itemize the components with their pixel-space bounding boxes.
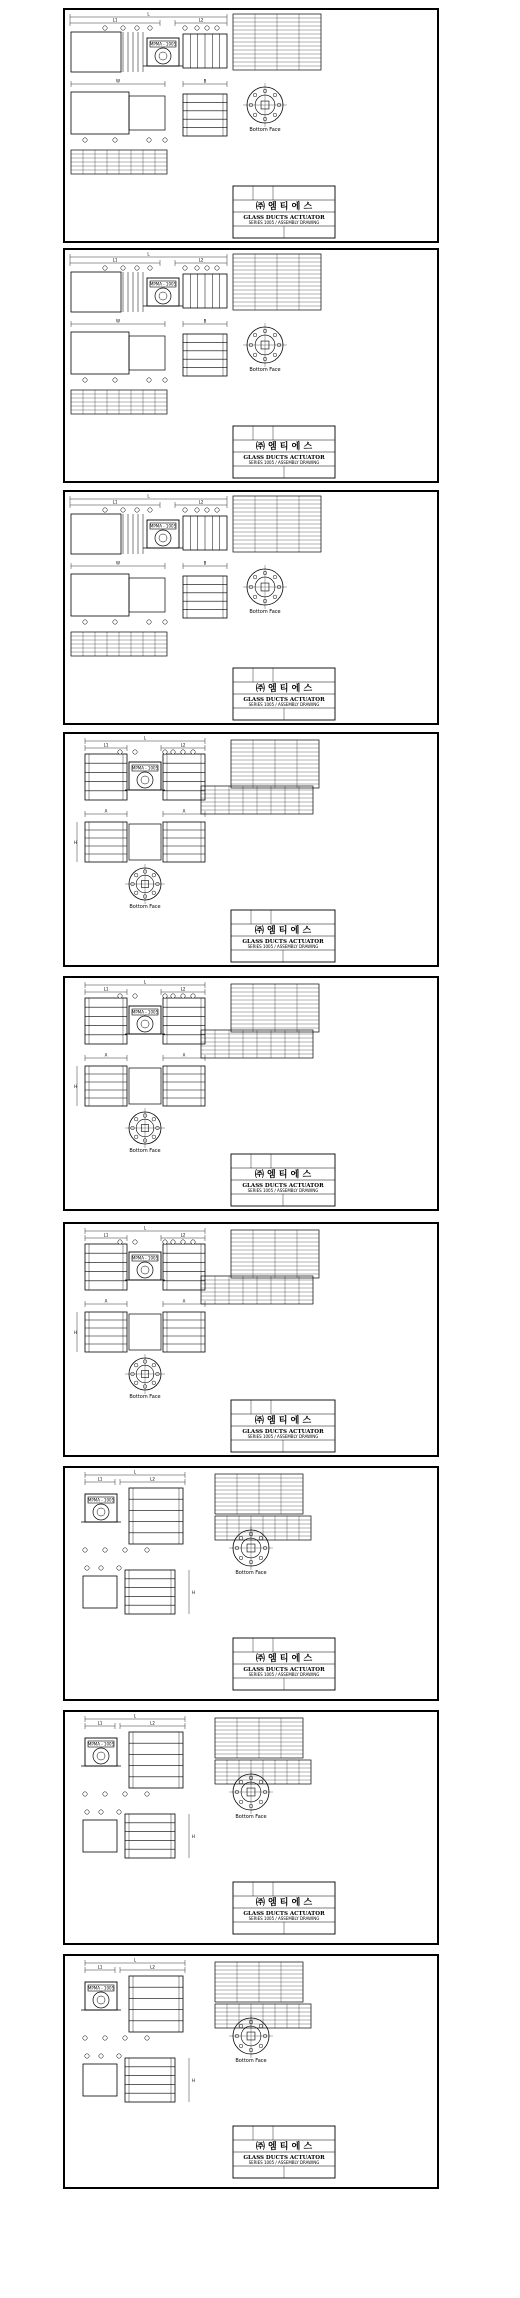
model-label: MPMA - 1005: [87, 1497, 115, 1503]
callout-balloon: [148, 508, 152, 512]
title-block: [233, 1882, 335, 1934]
callout-balloon: [83, 1548, 87, 1552]
callout-balloon: [191, 994, 195, 998]
callout-balloon: [103, 26, 107, 30]
callout-balloon: [121, 266, 125, 270]
sheet-7: [63, 1466, 439, 1701]
dimension-label: L1: [112, 17, 118, 23]
callout-balloon: [135, 266, 139, 270]
drawing-title: GLASS DUCTS ACTUATOR: [243, 455, 325, 461]
company-logo: ㈜ 엠 티 에 스: [255, 684, 313, 694]
sheet-6: [63, 1222, 439, 1457]
drawing-svg: [65, 1712, 437, 1943]
drawing-svg: [65, 492, 437, 723]
bottom-face-label: Bottom Face: [249, 367, 281, 373]
drawing-svg: [65, 1468, 437, 1699]
callout-balloon: [85, 2054, 89, 2058]
dimension-label: L: [147, 11, 150, 17]
company-logo: ㈜ 엠 티 에 스: [255, 1654, 313, 1664]
callout-balloon: [171, 1240, 175, 1244]
callout-balloon: [121, 508, 125, 512]
sheet-8: [63, 1710, 439, 1945]
callout-balloon: [183, 266, 187, 270]
dimension-label: L2: [180, 742, 186, 748]
sheet-1: [63, 8, 439, 243]
model-label: MPMA - 1005: [131, 1009, 159, 1015]
dimension-label: L2: [150, 1964, 155, 1970]
title-block: [231, 910, 335, 962]
drawing-svg: [65, 1956, 437, 2187]
callout-balloon: [195, 508, 199, 512]
dimension-label: L2: [180, 986, 186, 992]
drawing-title: GLASS DUCTS ACTUATOR: [243, 697, 325, 703]
callout-balloon: [205, 266, 209, 270]
callout-balloon: [181, 750, 185, 754]
drawing-svg: [65, 978, 437, 1209]
callout-balloon: [103, 2036, 107, 2040]
callout-balloon: [135, 508, 139, 512]
dimension-label: H: [192, 2078, 196, 2083]
callout-balloon: [133, 1240, 137, 1244]
callout-balloon: [181, 1240, 185, 1244]
title-block: [233, 1638, 335, 1690]
callout-balloon: [99, 1566, 103, 1570]
dimension-table: [215, 2004, 311, 2028]
callout-balloon: [83, 1792, 87, 1796]
callout-balloon: [148, 26, 152, 30]
dimension-label: B: [203, 560, 207, 566]
callout-balloon: [117, 1810, 121, 1814]
bottom-face-label: Bottom Face: [235, 1570, 267, 1576]
callout-balloon: [145, 1548, 149, 1552]
sheet-5: [63, 976, 439, 1211]
callout-balloon: [117, 2054, 121, 2058]
title-block: [233, 2126, 335, 2178]
dimension-label: A: [182, 1298, 186, 1304]
dimension-label: A: [104, 1052, 108, 1058]
callout-balloon: [121, 26, 125, 30]
bottom-face-label: Bottom Face: [249, 609, 281, 615]
drawing-title: GLASS DUCTS ACTUATOR: [243, 2155, 325, 2161]
dimension-label: B: [203, 318, 207, 324]
company-logo: ㈜ 엠 티 에 스: [255, 202, 313, 212]
company-logo: ㈜ 엠 티 에 스: [255, 1898, 313, 1908]
drawing-svg: [65, 250, 437, 481]
callout-balloon: [83, 620, 87, 624]
parts-list-table: [231, 740, 319, 788]
dimension-label: A: [104, 808, 108, 814]
callout-balloon: [181, 994, 185, 998]
dimension-label: L: [147, 493, 150, 499]
dimension-label: L2: [198, 17, 204, 23]
sheet-2: [63, 248, 439, 483]
dimension-table: [71, 150, 167, 174]
dimension-label: H: [192, 1834, 196, 1839]
callout-balloon: [215, 508, 219, 512]
dimension-label: L: [143, 1225, 147, 1231]
model-label: MPMA - 1005: [149, 41, 177, 47]
parts-list-table: [233, 496, 321, 552]
drawing-subtitle: SERIES 1005 / ASSEMBLY DRAWING: [248, 1672, 320, 1677]
dimension-table: [201, 1276, 313, 1304]
drawing-subtitle: SERIES 1005 / ASSEMBLY DRAWING: [248, 702, 320, 707]
dimension-table: [215, 1516, 311, 1540]
parts-list-table: [231, 1230, 319, 1278]
parts-list-table: [215, 1718, 303, 1758]
callout-balloon: [215, 266, 219, 270]
callout-balloon: [148, 266, 152, 270]
drawing-subtitle: SERIES 1005 / ASSEMBLY DRAWING: [247, 944, 319, 949]
company-logo: ㈜ 엠 티 에 스: [254, 926, 312, 936]
drawing-subtitle: SERIES 1005 / ASSEMBLY DRAWING: [247, 1434, 319, 1439]
callout-balloon: [113, 620, 117, 624]
callout-balloon: [147, 138, 151, 142]
dimension-label: L: [133, 1713, 137, 1719]
callout-balloon: [103, 508, 107, 512]
model-label: MPMA - 1005: [149, 281, 177, 287]
callout-balloon: [163, 1240, 167, 1244]
bottom-face-label: Bottom Face: [235, 2058, 267, 2064]
callout-balloon: [163, 994, 167, 998]
callout-balloon: [113, 378, 117, 382]
dimension-label: L1: [103, 1232, 109, 1238]
callout-balloon: [195, 26, 199, 30]
callout-balloon: [83, 138, 87, 142]
drawing-svg: [65, 734, 437, 965]
drawing-title: GLASS DUCTS ACTUATOR: [242, 1429, 324, 1435]
dimension-table: [71, 390, 167, 414]
callout-balloon: [163, 378, 167, 382]
callout-balloon: [191, 1240, 195, 1244]
dimension-table: [71, 632, 167, 656]
dimension-label: H: [74, 1330, 78, 1335]
parts-list-table: [233, 14, 321, 70]
callout-balloon: [113, 138, 117, 142]
callout-balloon: [99, 1810, 103, 1814]
model-label: MPMA - 1005: [131, 1255, 159, 1261]
bottom-face-label: Bottom Face: [129, 1394, 161, 1400]
dimension-label: L1: [103, 742, 109, 748]
dimension-label: A: [182, 1052, 186, 1058]
parts-list-table: [231, 984, 319, 1032]
company-logo: ㈜ 엠 티 에 스: [255, 442, 313, 452]
drawing-subtitle: SERIES 1005 / ASSEMBLY DRAWING: [248, 220, 320, 225]
dimension-table: [201, 786, 313, 814]
dimension-label: L1: [97, 1964, 103, 1970]
drawing-subtitle: SERIES 1005 / ASSEMBLY DRAWING: [247, 1188, 319, 1193]
callout-balloon: [163, 138, 167, 142]
dimension-label: W: [116, 78, 120, 84]
dimension-label: A: [182, 808, 186, 814]
dimension-label: L: [147, 251, 150, 257]
dimension-label: L1: [112, 499, 118, 505]
parts-list-table: [233, 254, 321, 310]
dimension-label: L2: [150, 1476, 155, 1482]
dimension-label: L: [143, 979, 147, 985]
callout-balloon: [103, 1548, 107, 1552]
callout-balloon: [117, 1566, 121, 1570]
drawing-title: GLASS DUCTS ACTUATOR: [243, 1911, 325, 1917]
dimension-label: L1: [112, 257, 118, 263]
callout-balloon: [135, 26, 139, 30]
dimension-label: H: [192, 1590, 196, 1595]
dimension-label: B: [203, 78, 207, 84]
model-label: MPMA - 1005: [131, 765, 159, 771]
callout-balloon: [191, 750, 195, 754]
title-block: [231, 1400, 335, 1452]
dimension-label: L1: [97, 1476, 103, 1482]
drawing-subtitle: SERIES 1005 / ASSEMBLY DRAWING: [248, 2160, 320, 2165]
drawing-subtitle: SERIES 1005 / ASSEMBLY DRAWING: [248, 1916, 320, 1921]
drawing-title: GLASS DUCTS ACTUATOR: [243, 1667, 325, 1673]
callout-balloon: [103, 1792, 107, 1796]
dimension-label: W: [116, 318, 120, 324]
parts-list-table: [215, 1474, 303, 1514]
dimension-label: H: [74, 840, 78, 845]
callout-balloon: [133, 994, 137, 998]
callout-balloon: [205, 26, 209, 30]
drawing-title: GLASS DUCTS ACTUATOR: [242, 939, 324, 945]
dimension-label: L2: [198, 499, 204, 505]
callout-balloon: [145, 2036, 149, 2040]
callout-balloon: [171, 750, 175, 754]
dimension-table: [215, 1760, 311, 1784]
callout-balloon: [83, 2036, 87, 2040]
callout-balloon: [123, 1792, 127, 1796]
bottom-face-label: Bottom Face: [249, 127, 281, 133]
callout-balloon: [183, 508, 187, 512]
callout-balloon: [118, 750, 122, 754]
callout-balloon: [99, 2054, 103, 2058]
sheet-9: [63, 1954, 439, 2189]
company-logo: ㈜ 엠 티 에 스: [254, 1170, 312, 1180]
callout-balloon: [171, 994, 175, 998]
company-logo: ㈜ 엠 티 에 스: [254, 1416, 312, 1426]
parts-list-table: [215, 1962, 303, 2002]
bottom-face-label: Bottom Face: [129, 1148, 161, 1154]
dimension-label: A: [104, 1298, 108, 1304]
title-block: [233, 426, 335, 478]
dimension-label: W: [116, 560, 120, 566]
dimension-label: L1: [103, 986, 109, 992]
callout-balloon: [85, 1810, 89, 1814]
title-block: [233, 186, 335, 238]
dimension-label: L: [143, 735, 147, 741]
model-label: MPMA - 1005: [87, 1741, 115, 1747]
dimension-label: H: [74, 1084, 78, 1089]
callout-balloon: [118, 1240, 122, 1244]
bottom-face-label: Bottom Face: [129, 904, 161, 910]
drawing-title: GLASS DUCTS ACTUATOR: [242, 1183, 324, 1189]
dimension-label: L2: [180, 1232, 186, 1238]
callout-balloon: [163, 620, 167, 624]
callout-balloon: [215, 26, 219, 30]
callout-balloon: [147, 620, 151, 624]
callout-balloon: [123, 2036, 127, 2040]
callout-balloon: [83, 378, 87, 382]
dimension-label: L2: [198, 257, 204, 263]
dimension-label: L: [133, 1957, 137, 1963]
callout-balloon: [118, 994, 122, 998]
dimension-label: L1: [97, 1720, 103, 1726]
sheet-3: [63, 490, 439, 725]
callout-balloon: [205, 508, 209, 512]
title-block: [233, 668, 335, 720]
callout-balloon: [123, 1548, 127, 1552]
sheet-4: [63, 732, 439, 967]
callout-balloon: [85, 1566, 89, 1570]
dimension-label: L: [133, 1469, 137, 1475]
callout-balloon: [163, 750, 167, 754]
title-block: [231, 1154, 335, 1206]
callout-balloon: [133, 750, 137, 754]
callout-balloon: [145, 1792, 149, 1796]
drawing-svg: [65, 1224, 437, 1455]
model-label: MPMA - 1005: [149, 523, 177, 529]
company-logo: ㈜ 엠 티 에 스: [255, 2142, 313, 2152]
callout-balloon: [195, 266, 199, 270]
callout-balloon: [147, 378, 151, 382]
callout-balloon: [183, 26, 187, 30]
bottom-face-label: Bottom Face: [235, 1814, 267, 1820]
dimension-table: [201, 1030, 313, 1058]
drawing-title: GLASS DUCTS ACTUATOR: [243, 215, 325, 221]
dimension-label: L2: [150, 1720, 155, 1726]
drawing-svg: [65, 10, 437, 241]
drawing-subtitle: SERIES 1005 / ASSEMBLY DRAWING: [248, 460, 320, 465]
model-label: MPMA - 1005: [87, 1985, 115, 1991]
callout-balloon: [103, 266, 107, 270]
